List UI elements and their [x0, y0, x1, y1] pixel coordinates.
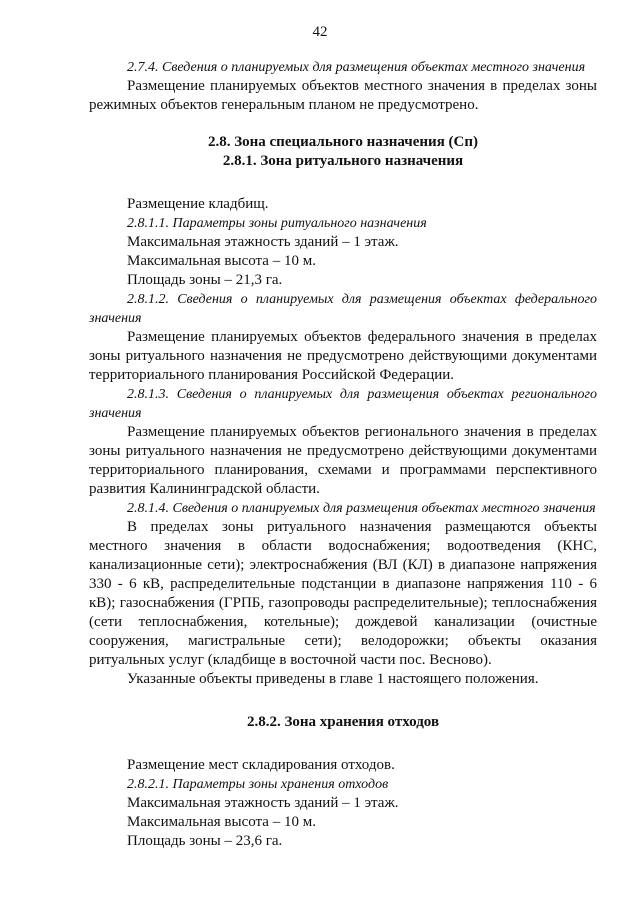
paragraph: Размещение планируемых объектов регионального значения в пределах зоны ритуального назначения не предусмотрено действующими документами территориального планирования, схемами и программами перспективного развития Калининградской области. — [89, 424, 597, 497]
paragraph: Указанные объекты приведены в главе 1 настоящего положения. — [127, 671, 539, 687]
paragraph: В пределах зоны ритуального назначения размещаются объекты местного значения в области водоснабжения; водоотведения (КНС, канализационные сети); электроснабжения (ВЛ (КЛ) в диапазоне напряжения 330 - 6 кВ, распределительные подстанции в диапазоне напряжения 110 - 6 кВ); газоснабжения (ГРПБ, газопроводы распределительные); теплоснабжения (сети теплоснабжения, котельные); дождевой канализации (очистные сооружения, магистральные сети); велодорожки; объекты оказания ритуальных услуг (кладбище в восточной части пос. Весново). — [89, 519, 597, 668]
subsection-heading: 2.8.2.1. Параметры зоны хранения отходов — [127, 777, 389, 792]
paragraph: Размещение планируемых объектов федерального значения в пределах зоны ритуального назначения не предусмотрено действующими документами территориального планирования Российской Федерации. — [89, 329, 597, 383]
paragraph: Размещение кладбищ. — [127, 196, 269, 212]
paragraph: Размещение мест складирования отходов. — [127, 757, 395, 773]
subsection-heading: 2.8.1.2. Сведения о планируемых для размещения объектах федерального значения — [89, 292, 597, 326]
page-number: 42 — [312, 24, 328, 40]
subsection-heading: 2.8.1.1. Параметры зоны ритуального назначения — [127, 216, 427, 231]
subsection-heading: 2.8.1.4. Сведения о планируемых для размещения объектах местного значения — [127, 501, 596, 516]
subsection-title: 2.8.2. Зона хранения отходов — [246, 714, 440, 730]
paragraph: Максимальная высота – 10 м. — [127, 814, 316, 830]
section-heading: 2.8. Зона специального назначения (Сп) — [207, 134, 479, 150]
paragraph: Размещение планируемых объектов местного значения в пределах зоны режимных объектов генеральным планом не предусмотрено. — [89, 78, 597, 113]
subsection-heading: 2.8.1.3. Сведения о планируемых для размещения объектах регионального значения — [89, 387, 597, 421]
page-body — [89, 58, 597, 851]
paragraph: Максимальная высота – 10 м. — [127, 253, 316, 269]
subsection-heading: 2.7.4. Сведения о планируемых для размещения объектах местного значения — [127, 60, 586, 75]
paragraph: Максимальная этажность зданий – 1 этаж. — [127, 795, 399, 811]
paragraph: Площадь зоны – 21,3 га. — [127, 272, 283, 288]
subsection-title: 2.8.1. Зона ритуального назначения — [222, 153, 464, 169]
paragraph: Максимальная этажность зданий – 1 этаж. — [127, 234, 399, 250]
paragraph: Площадь зоны – 23,6 га. — [127, 833, 283, 849]
